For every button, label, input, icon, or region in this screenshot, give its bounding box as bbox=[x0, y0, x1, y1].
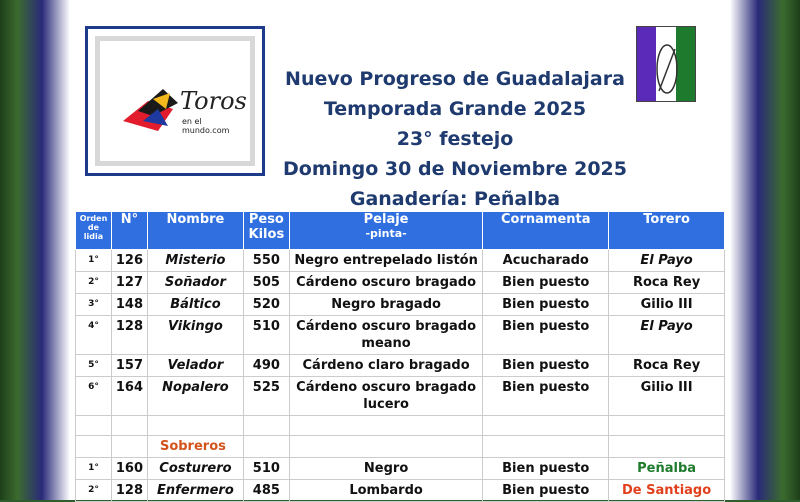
logo-frame bbox=[85, 26, 265, 176]
logo-subtext: en el mundo.com bbox=[182, 117, 230, 135]
table-row: 2° 127 Soñador 505 Cárdeno oscuro bragado Bien puesto Roca Rey bbox=[76, 272, 725, 294]
table-row-empty bbox=[76, 416, 725, 436]
title-line-venue: Nuevo Progreso de Guadalajara bbox=[285, 68, 625, 90]
event-title bbox=[260, 64, 650, 214]
header-pelaje: Pelaje -pinta- bbox=[289, 212, 483, 250]
header-nombre: Nombre bbox=[147, 212, 243, 250]
logo-text: Toros bbox=[180, 87, 247, 115]
title-line-season: Temporada Grande 2025 bbox=[323, 98, 587, 120]
title-line-date: Domingo 30 de Noviembre 2025 bbox=[283, 158, 627, 180]
bulls-table bbox=[75, 211, 725, 502]
table-row: 5° 157 Velador 490 Cárdeno claro bragado Bien puesto Roca Rey bbox=[76, 355, 725, 377]
table-row: 1° 160 Costurero 510 Negro Bien puesto Peñalba bbox=[76, 458, 725, 480]
document-page bbox=[70, 0, 730, 500]
table-header-row bbox=[76, 212, 725, 250]
title-line-event: 23° festejo bbox=[396, 128, 514, 150]
sobreros-label: Sobreros bbox=[147, 436, 243, 458]
header-num: N° bbox=[111, 212, 147, 250]
bull-logo-icon bbox=[118, 81, 188, 141]
table-row: 3° 148 Báltico 520 Negro bragado Bien puesto Gilio III bbox=[76, 294, 725, 316]
title-line-ganaderia: Ganadería: Peñalba bbox=[349, 188, 561, 210]
header-peso: Peso Kilos bbox=[243, 212, 289, 250]
decorative-border-left bbox=[0, 0, 70, 500]
sobreros-label-row bbox=[76, 436, 725, 458]
header-torero: Torero bbox=[609, 212, 725, 250]
decorative-border-right bbox=[730, 0, 800, 500]
table-row: 1° 126 Misterio 550 Negro entrepelado listón Acucharado El Payo bbox=[76, 250, 725, 272]
table-row: 2° 128 Enfermero 485 Lombardo Bien puesto De Santiago bbox=[76, 480, 725, 502]
header-cornamenta: Cornamenta bbox=[483, 212, 609, 250]
header-orden: Orden de lidia bbox=[76, 212, 112, 250]
table-row: 4° 128 Vikingo 510 Cárdeno oscuro bragado meano Bien puesto El Payo bbox=[76, 316, 725, 355]
table-row: 6° 164 Nopalero 525 Cárdeno oscuro bragado lucero Bien puesto Gilio III bbox=[76, 377, 725, 416]
cross-emblem-icon bbox=[647, 31, 687, 97]
